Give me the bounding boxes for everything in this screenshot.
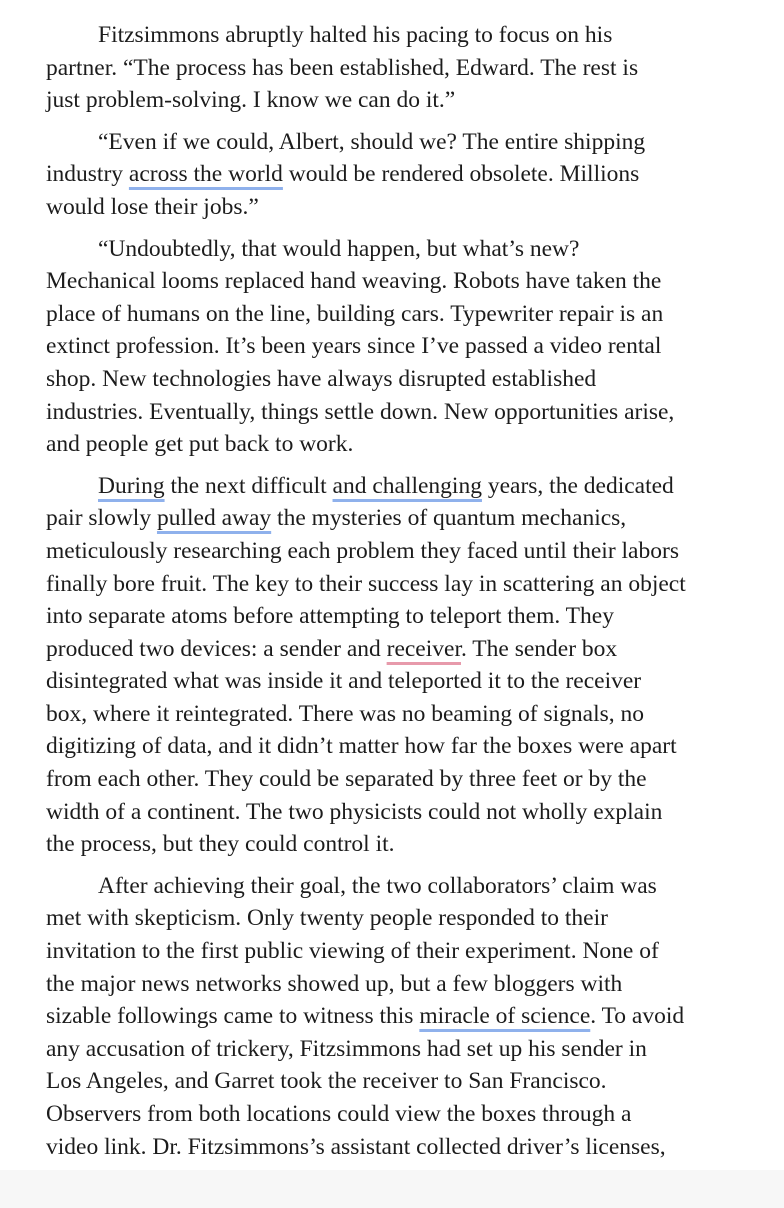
- text-run: the process, but they could control it.: [46, 831, 395, 858]
- text-run: Observers from both locations could view the boxes through a: [46, 1101, 632, 1127]
- paragraph: [46, 19, 746, 117]
- spelling-suggestion-underline[interactable]: receiver: [386, 635, 461, 662]
- text-line: [46, 470, 746, 503]
- text-run: from each other. They could be separated by three feet or by the: [46, 766, 647, 793]
- style-suggestion-underline[interactable]: pulled away: [156, 505, 272, 532]
- paragraph: [46, 870, 746, 1163]
- text-run: partner. “The process has been established, Edward. The rest is: [46, 54, 639, 81]
- text-line: [46, 828, 746, 861]
- text-line: [46, 968, 746, 1001]
- text-line: [46, 158, 746, 191]
- text-line: [46, 298, 746, 331]
- paragraph: [46, 470, 746, 861]
- text-run: the mysteries of quantum mechanics,: [271, 505, 627, 532]
- paragraph: [46, 233, 746, 461]
- text-line: [46, 1000, 746, 1033]
- text-run: disintegrated what was inside it and teleported it to the receiver: [46, 668, 642, 695]
- text-run: extinct profession. It’s been years since I’ve passed a video rental: [46, 333, 662, 360]
- style-suggestion-underline[interactable]: across the world: [128, 161, 283, 188]
- text-run: industries. Eventually, things settle down. New opportunities arise,: [46, 398, 675, 425]
- text-line: [46, 126, 746, 159]
- text-run: years, the dedicated: [481, 472, 674, 499]
- text-line: [46, 396, 746, 429]
- text-line: [46, 1131, 746, 1164]
- document-body[interactable]: [46, 19, 746, 1170]
- text-run: video link. Dr. Fitzsimmons’s assistant collected driver’s licenses,: [46, 1133, 666, 1160]
- text-run: industry: [46, 161, 129, 188]
- text-line: [46, 84, 746, 117]
- text-line: [46, 1098, 746, 1131]
- text-line: [46, 191, 746, 224]
- text-run: pair slowly: [46, 505, 157, 532]
- text-line: [46, 1033, 746, 1066]
- text-run: just problem-solving. I know we can do it.”: [46, 87, 456, 114]
- text-line: [46, 763, 746, 796]
- text-line: [46, 19, 746, 52]
- text-run: would be rendered obsolete. Millions: [282, 161, 640, 188]
- text-run: would lose their jobs.”: [46, 193, 259, 220]
- bottom-strip: [0, 1170, 784, 1208]
- text-line: [46, 902, 746, 935]
- text-line: [46, 633, 746, 666]
- text-line: [46, 428, 746, 461]
- text-line: [46, 233, 746, 266]
- text-run: into separate atoms before attempting to teleport them. They: [46, 603, 614, 630]
- text-run: and people get put back to work.: [46, 431, 354, 458]
- text-line: [46, 502, 746, 535]
- text-run: digitizing of data, and it didn’t matter how far the boxes were apart: [46, 733, 677, 760]
- paragraph: [46, 126, 746, 224]
- text-line: [46, 568, 746, 601]
- text-run: Los Angeles, and Garret took the receiver to San Francisco.: [46, 1068, 607, 1095]
- text-run: meticulously researching each problem they faced until their labors: [46, 537, 679, 564]
- text-run: “Even if we could, Albert, should we? The entire shipping: [98, 128, 646, 155]
- text-line: [46, 935, 746, 968]
- text-run: invitation to the first public viewing of their experiment. None of: [46, 938, 659, 965]
- text-line: [46, 600, 746, 633]
- text-run: . The sender box: [460, 635, 618, 662]
- text-line: [46, 665, 746, 698]
- text-line: [46, 698, 746, 731]
- style-suggestion-underline[interactable]: miracle of science: [419, 1003, 591, 1030]
- text-run: . To avoid: [590, 1003, 685, 1030]
- text-run: the next difficult: [164, 472, 333, 499]
- text-run: Mechanical looms replaced hand weaving. Robots have taken the: [46, 268, 662, 295]
- style-suggestion-underline[interactable]: and challenging: [332, 472, 482, 499]
- text-line: [46, 52, 746, 85]
- text-line: [46, 535, 746, 568]
- text-run: any accusation of trickery, Fitzsimmons had set up his sender in: [46, 1035, 647, 1062]
- text-run: Fitzsimmons abruptly halted his pacing to focus on his: [98, 22, 613, 48]
- text-line: [46, 330, 746, 363]
- text-run: “Undoubtedly, that would happen, but what’s new?: [98, 235, 580, 262]
- text-run: met with skepticism. Only twenty people responded to their: [46, 905, 608, 932]
- text-line: [46, 1065, 746, 1098]
- text-line: [46, 730, 746, 763]
- text-run: box, where it reintegrated. There was no beaming of signals, no: [46, 700, 644, 727]
- text-run: finally bore fruit. The key to their success lay in scattering an object: [46, 570, 686, 597]
- text-run: place of humans on the line, building cars. Typewriter repair is an: [46, 300, 664, 327]
- text-line: [46, 363, 746, 396]
- text-run: shop. New technologies have always disrupted established: [46, 365, 597, 392]
- text-run: width of a continent. The two physicists could not wholly explain: [46, 798, 663, 825]
- text-run: produced two devices: a sender and: [46, 635, 387, 662]
- text-line: [46, 265, 746, 298]
- text-run: After achieving their goal, the two collaborators’ claim was: [98, 872, 657, 899]
- text-line: [46, 870, 746, 903]
- text-run: the major news networks showed up, but a few bloggers with: [46, 970, 623, 997]
- text-line: [46, 796, 746, 829]
- style-suggestion-underline[interactable]: During: [98, 472, 165, 499]
- text-run: sizable followings came to witness this: [46, 1003, 420, 1030]
